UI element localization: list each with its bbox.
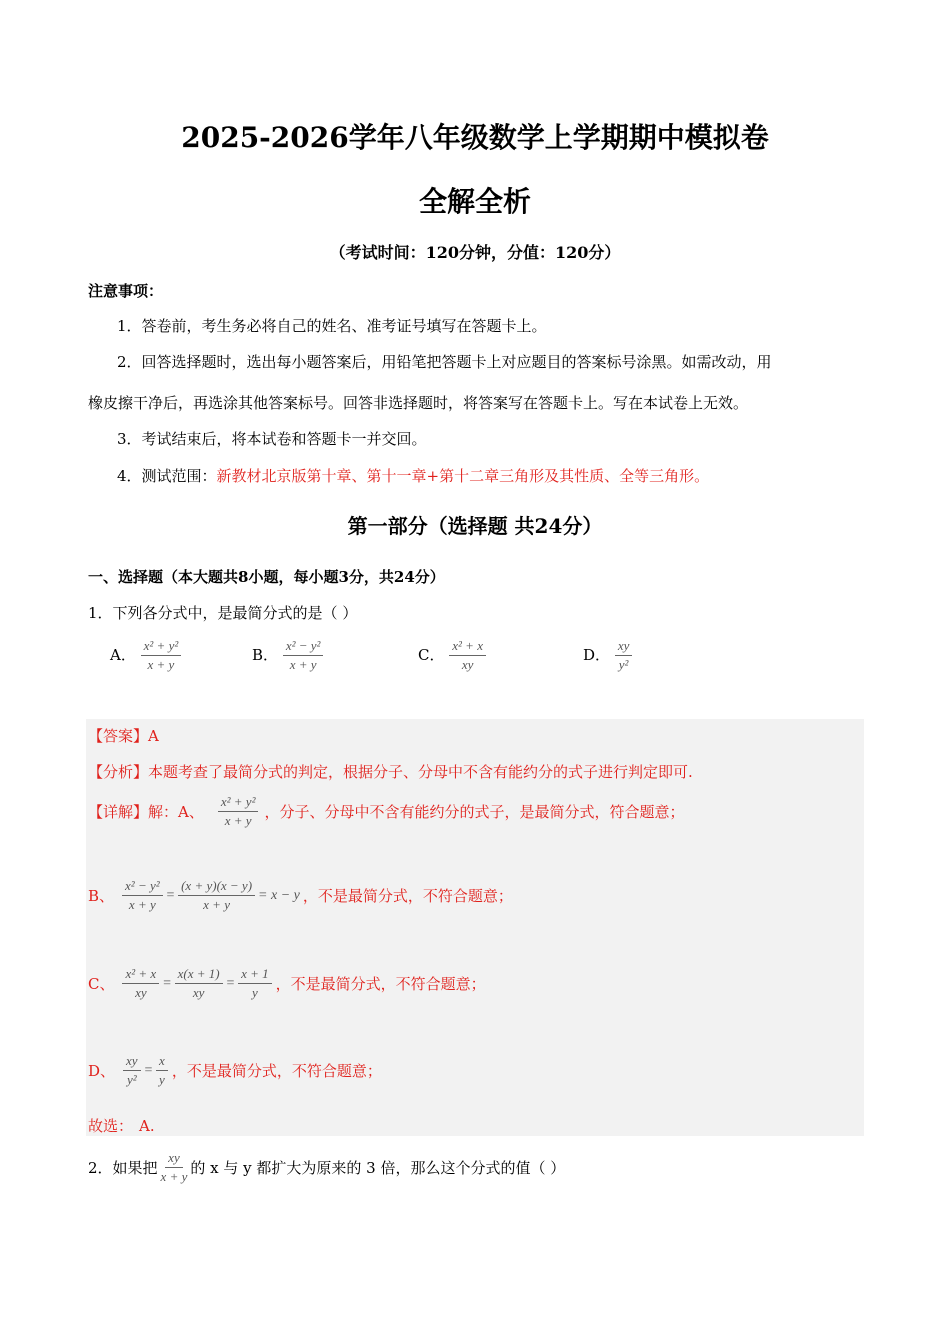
detail-label: 【详解】 (88, 803, 149, 822)
detail-d-fraction-1 (123, 1053, 141, 1089)
denominator: y (159, 1072, 165, 1088)
answer-label: 【答案】 (88, 727, 149, 745)
document-subtitle: 全解全析 (418, 185, 531, 218)
scope-value: 新教材北京版第十章、第十一章+第十二章三角形及其性质、全等三角形。 (216, 467, 710, 485)
detail-d-fraction-2 (156, 1053, 168, 1089)
detail-d-line (88, 1053, 382, 1089)
equals-sign: = (165, 887, 176, 903)
q2-fraction (158, 1150, 191, 1186)
numerator: x² − y² (283, 638, 324, 656)
q1-option-b (252, 638, 323, 674)
denominator: xy (461, 657, 474, 673)
numerator: x + 1 (238, 966, 272, 984)
detail-d-text: ，不是最简分式，不符合题意； (171, 1062, 382, 1081)
equals-sign: = (162, 975, 172, 991)
denominator: x + y (160, 1169, 188, 1185)
analysis-label: 【分析】 (88, 763, 149, 781)
answer-value: A (148, 727, 159, 745)
option-fraction (141, 638, 182, 674)
numerator: x² − y² (122, 878, 163, 896)
detail-a-prefix: 解：A、 (148, 803, 204, 822)
note-item-4 (117, 465, 709, 486)
document-title: 2025-2026学年八年级数学上学期期中模拟卷 (181, 121, 769, 154)
option-label: C． (418, 645, 445, 664)
option-label: A． (110, 645, 136, 664)
denominator: y² (618, 657, 629, 673)
numerator: xy (123, 1053, 141, 1071)
analysis-line (88, 761, 693, 782)
detail-c-prefix: C、 (88, 975, 115, 994)
numerator: x (156, 1053, 168, 1071)
q1-option-a (110, 638, 181, 674)
detail-a-text: ，分子、分母中不含有能约分的式子，是最简分式，符合题意； (264, 803, 685, 822)
conclusion-value: A. (139, 1117, 155, 1135)
exam-info: （考试时间：120分钟，分值：120分） (329, 243, 621, 262)
detail-c-text: ，不是最简分式，不符合题意； (275, 975, 486, 994)
denominator: x + y (289, 657, 317, 673)
q1-option-d (583, 638, 632, 674)
numerator: x² + y² (141, 638, 182, 656)
q2-prefix: 2．如果把 (88, 1159, 158, 1178)
option-fraction (283, 638, 324, 674)
denominator: y (251, 985, 258, 1001)
note-item-2: 2．回答选择题时，选出每小题答案后，用铅笔把答题卡上对应题目的答案标号涂黑。如需改动，用 (117, 353, 772, 371)
detail-a-line (88, 794, 684, 830)
detail-d-prefix: D、 (88, 1062, 116, 1081)
option-fraction (615, 638, 633, 674)
denominator: y² (126, 1072, 137, 1088)
answer-line (88, 725, 159, 746)
note-item-3: 3．考试结束后，将本试卷和答题卡一并交回。 (117, 430, 427, 448)
part-one-heading: 第一部分（选择题 共24分） (347, 514, 603, 538)
conclusion-label: 故选： (88, 1117, 134, 1135)
denominator: xy (135, 985, 147, 1001)
denominator: x + y (203, 897, 230, 913)
detail-c-line (88, 966, 486, 1002)
equals-sign: = (225, 975, 236, 991)
numerator: xy (615, 638, 633, 656)
detail-c-fraction-2 (175, 966, 223, 1002)
notes-heading: 注意事项： (88, 282, 164, 300)
numerator: x(x + 1) (175, 966, 223, 984)
numerator: (x + y)(x − y) (178, 878, 255, 896)
detail-b-fraction-2 (178, 878, 255, 914)
detail-b-prefix: B、 (88, 887, 115, 906)
detail-b-fraction-1 (122, 878, 163, 914)
denominator: x + y (128, 897, 156, 913)
note-item-2-cont: 橡皮擦干净后，再选涂其他答案标号。回答非选择题时，将答案写在答题卡上。写在本试卷上无效。 (88, 394, 749, 412)
detail-c-fraction-1 (122, 966, 159, 1002)
denominator: xy (192, 985, 205, 1001)
q2-stem (88, 1150, 565, 1186)
section-heading: 一、选择题（本大题共8小题，每小题3分，共24分） (88, 568, 445, 586)
detail-b-line (88, 878, 513, 914)
detail-b-result: = x − y (258, 887, 300, 903)
numerator: x² + x (122, 966, 159, 984)
detail-c-fraction-3 (238, 966, 272, 1002)
option-label: D． (583, 645, 611, 664)
scope-label: 4．测试范围： (117, 467, 217, 485)
denominator: x + y (147, 657, 175, 673)
q2-suffix: 的 x 与 y 都扩大为原来的 3 倍，那么这个分式的值（ ） (190, 1159, 566, 1178)
detail-a-fraction (218, 794, 259, 830)
option-fraction (449, 638, 486, 674)
q1-stem: 1．下列各分式中，是最简分式的是（ ） (88, 604, 358, 622)
numerator: x² + x (449, 638, 486, 656)
q1-option-c (418, 638, 486, 674)
note-item-1: 1．答卷前，考生务必将自己的姓名、准考证号填写在答题卡上。 (117, 317, 547, 335)
denominator: x + y (224, 813, 252, 829)
numerator: xy (165, 1150, 183, 1168)
conclusion-line (88, 1115, 155, 1136)
option-label: B． (252, 645, 279, 664)
analysis-text: 本题考查了最简分式的判定，根据分子、分母中不含有能约分的式子进行判定即可. (148, 763, 693, 781)
numerator: x² + y² (218, 794, 259, 812)
equals-sign: = (143, 1062, 154, 1078)
detail-b-text: ，不是最简分式，不符合题意； (302, 887, 513, 906)
